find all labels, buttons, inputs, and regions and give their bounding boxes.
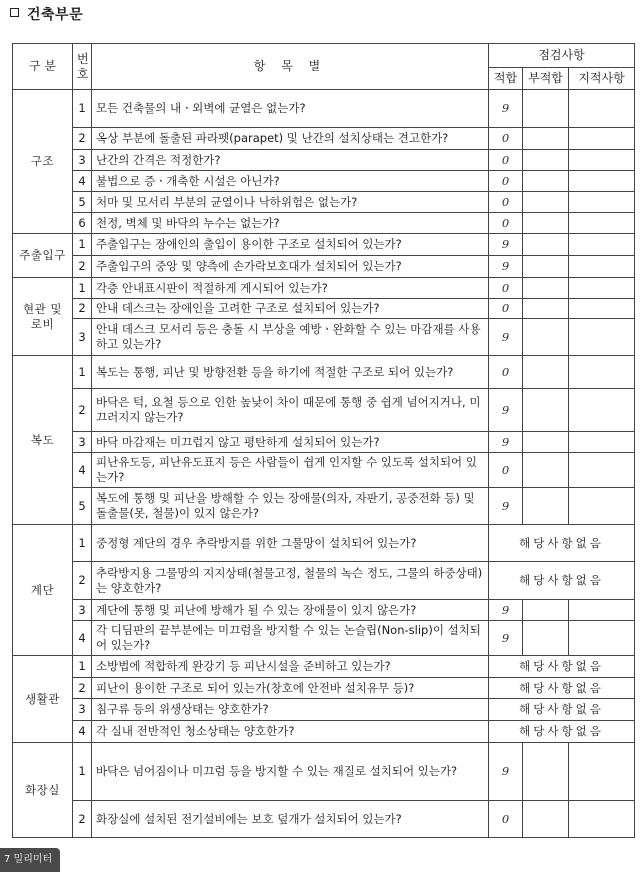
category-cell: 생활관 — [13, 656, 73, 743]
item-number: 3 — [73, 150, 92, 171]
header-suitable: 적합 — [489, 68, 523, 90]
remarks-cell — [569, 213, 635, 234]
item-text: 화장실에 설치된 전기설비에는 보호 덮개가 설치되어 있는가? — [92, 801, 489, 838]
table-row — [13, 453, 635, 488]
item-number: 4 — [73, 453, 92, 488]
table-row — [13, 356, 635, 389]
table-row — [13, 656, 635, 678]
unsuitable-cell — [523, 234, 569, 256]
table-row — [13, 699, 635, 721]
unsuitable-cell — [523, 743, 569, 801]
table-row — [13, 562, 635, 600]
unsuitable-cell — [523, 389, 569, 432]
table-row — [13, 678, 635, 699]
table-row — [13, 299, 635, 319]
remarks-cell — [569, 600, 635, 621]
table-row — [13, 743, 635, 801]
header-number: 번호 — [73, 44, 92, 90]
item-text: 피난이 용이한 구조로 되어 있는가(창호에 안전바 설치유무 등)? — [92, 678, 489, 699]
item-text: 복도에 통행 및 피난을 방해할 수 있는 장애물(의자, 자판기, 공중전화 등) 및 돌출물(못, 철물)이 있지 않은가? — [92, 488, 489, 525]
item-number: 2 — [73, 562, 92, 600]
category-cell: 현관 및 로비 — [13, 278, 73, 356]
category-cell: 계단 — [13, 525, 73, 656]
item-text: 불법으로 증ㆍ개축한 시설은 아닌가? — [92, 171, 489, 192]
item-text: 난간의 간격은 적정한가? — [92, 150, 489, 171]
table-row — [13, 278, 635, 299]
item-text: 바닥 마감재는 미끄럽지 않고 평탄하게 설치되어 있는가? — [92, 432, 489, 453]
item-number: 3 — [73, 600, 92, 621]
unsuitable-cell — [523, 90, 569, 128]
table-row — [13, 256, 635, 278]
header-check: 점검사항 — [489, 44, 635, 68]
table-row — [13, 621, 635, 656]
unsuitable-cell — [523, 171, 569, 192]
suitable-mark: 9 — [489, 256, 523, 278]
item-text: 복도는 통행, 피난 및 방향전환 등을 하기에 적절한 구조로 되어 있는가? — [92, 356, 489, 389]
remarks-cell — [569, 150, 635, 171]
suitable-mark: 0 — [489, 453, 523, 488]
header-items: 항 목 별 — [92, 44, 489, 90]
suitable-mark: 9 — [489, 432, 523, 453]
unsuitable-cell — [523, 256, 569, 278]
unsuitable-cell — [523, 488, 569, 525]
header-unsuitable: 부적합 — [523, 68, 569, 90]
suitable-mark: 0 — [489, 278, 523, 299]
remarks-cell — [569, 90, 635, 128]
table-row — [13, 389, 635, 432]
item-text: 안내 데스크 모서리 등은 충돌 시 부상을 예방ㆍ완화할 수 있는 마감재를 사용하고 있는가? — [92, 319, 489, 356]
item-text: 소방법에 적합하게 완강기 등 피난시설을 준비하고 있는가? — [92, 656, 489, 678]
inspection-checklist-table — [12, 43, 635, 838]
item-text: 중정형 계단의 경우 추락방지를 위한 그물망이 설치되어 있는가? — [92, 525, 489, 562]
remarks-cell — [569, 621, 635, 656]
item-text: 바닥은 턱, 요철 등으로 인한 높낮이 차이 때문에 통행 중 쉽게 넘어지거나, 미끄러지지 않는가? — [92, 389, 489, 432]
item-text: 주출입구의 중앙 및 양측에 손가락보호대가 설치되어 있는가? — [92, 256, 489, 278]
unsuitable-cell — [523, 453, 569, 488]
item-text: 모든 건축물의 내ㆍ외벽에 균열은 없는가? — [92, 90, 489, 128]
item-text: 주출입구는 장애인의 출입이 용이한 구조로 설치되어 있는가? — [92, 234, 489, 256]
not-applicable-cell: 해당사항없음 — [489, 525, 635, 562]
item-text: 추락방지용 그물망의 지지상태(철물고정, 철물의 녹슨 정도, 그물의 하중상태)는 양호한가? — [92, 562, 489, 600]
checklist-body — [13, 90, 635, 838]
item-text: 각 실내 전반적인 청소상태는 양호한가? — [92, 721, 489, 743]
remarks-cell — [569, 256, 635, 278]
item-number: 1 — [73, 743, 92, 801]
remarks-cell — [569, 743, 635, 801]
item-number: 1 — [73, 656, 92, 678]
table-row — [13, 90, 635, 128]
unsuitable-cell — [523, 319, 569, 356]
remarks-cell — [569, 801, 635, 838]
item-text: 침구류 등의 위생상태는 양호한가? — [92, 699, 489, 721]
item-text: 안내 데스크는 장애인을 고려한 구조로 설치되어 있는가? — [92, 299, 489, 319]
suitable-mark: 0 — [489, 171, 523, 192]
square-bullet-icon — [10, 8, 19, 17]
item-text: 바닥은 넘어짐이나 미끄럼 등을 방지할 수 있는 재질로 설치되어 있는가? — [92, 743, 489, 801]
header-category: 구 분 — [13, 44, 73, 90]
item-text: 옥상 부분에 돌출된 파라펫(parapet) 및 난간의 설치상태는 견고한가? — [92, 128, 489, 150]
item-number: 1 — [73, 278, 92, 299]
table-row — [13, 801, 635, 838]
table-row — [13, 319, 635, 356]
remarks-cell — [569, 453, 635, 488]
unsuitable-cell — [523, 356, 569, 389]
unsuitable-cell — [523, 150, 569, 171]
suitable-mark: 0 — [489, 192, 523, 213]
remarks-cell — [569, 278, 635, 299]
item-number: 3 — [73, 319, 92, 356]
suitable-mark: 0 — [489, 213, 523, 234]
table-row — [13, 234, 635, 256]
remarks-cell — [569, 356, 635, 389]
unsuitable-cell — [523, 192, 569, 213]
item-number: 6 — [73, 213, 92, 234]
item-text: 피난유도등, 피난유도표지 등은 사람들이 쉽게 인지할 수 있도록 설치되어 있는가? — [92, 453, 489, 488]
item-number: 5 — [73, 488, 92, 525]
suitable-mark: 9 — [489, 389, 523, 432]
suitable-mark: 0 — [489, 128, 523, 150]
category-cell: 화장실 — [13, 743, 73, 838]
item-number: 1 — [73, 234, 92, 256]
table-row — [13, 213, 635, 234]
remarks-cell — [569, 234, 635, 256]
item-number: 2 — [73, 256, 92, 278]
item-number: 1 — [73, 525, 92, 562]
item-text: 각 디딤판의 끝부분에는 미끄럼을 방지할 수 있는 논슬립(Non-slip)이 설치되어 있는가? — [92, 621, 489, 656]
item-number: 2 — [73, 389, 92, 432]
not-applicable-cell: 해당사항없음 — [489, 721, 635, 743]
section-title-text: 건축부문 — [27, 7, 84, 23]
item-number: 2 — [73, 801, 92, 838]
unsuitable-cell — [523, 621, 569, 656]
unsuitable-cell — [523, 299, 569, 319]
remarks-cell — [569, 488, 635, 525]
table-row — [13, 150, 635, 171]
unsuitable-cell — [523, 128, 569, 150]
item-number: 2 — [73, 678, 92, 699]
not-applicable-cell: 해당사항없음 — [489, 562, 635, 600]
table-row — [13, 600, 635, 621]
suitable-mark: 0 — [489, 801, 523, 838]
suitable-mark: 0 — [489, 299, 523, 319]
header-remarks: 지적사항 — [569, 68, 635, 90]
item-number: 3 — [73, 699, 92, 721]
item-number: 2 — [73, 128, 92, 150]
unsuitable-cell — [523, 432, 569, 453]
not-applicable-cell: 해당사항없음 — [489, 699, 635, 721]
remarks-cell — [569, 432, 635, 453]
table-row — [13, 432, 635, 453]
table-row — [13, 488, 635, 525]
item-text: 각층 안내표시판이 적절하게 게시되어 있는가? — [92, 278, 489, 299]
item-number: 1 — [73, 90, 92, 128]
table-row — [13, 171, 635, 192]
suitable-mark: 9 — [489, 621, 523, 656]
section-title — [10, 4, 83, 24]
category-cell: 주출입구 — [13, 234, 73, 278]
item-number: 1 — [73, 356, 92, 389]
suitable-mark: 0 — [489, 150, 523, 171]
table-row — [13, 128, 635, 150]
remarks-cell — [569, 128, 635, 150]
category-cell: 구조 — [13, 90, 73, 234]
not-applicable-cell: 해당사항없음 — [489, 678, 635, 699]
remarks-cell — [569, 389, 635, 432]
category-cell: 복도 — [13, 356, 73, 525]
item-number: 5 — [73, 192, 92, 213]
item-number: 4 — [73, 721, 92, 743]
item-text: 처마 및 모서리 부분의 균열이나 낙하위험은 없는가? — [92, 192, 489, 213]
item-number: 4 — [73, 171, 92, 192]
suitable-mark: 0 — [489, 356, 523, 389]
suitable-mark: 9 — [489, 234, 523, 256]
suitable-mark: 9 — [489, 488, 523, 525]
suitable-mark: 9 — [489, 743, 523, 801]
remarks-cell — [569, 171, 635, 192]
unsuitable-cell — [523, 278, 569, 299]
item-number: 4 — [73, 621, 92, 656]
remarks-cell — [569, 299, 635, 319]
not-applicable-cell: 해당사항없음 — [489, 656, 635, 678]
item-text: 천정, 벽체 및 바닥의 누수는 없는가? — [92, 213, 489, 234]
suitable-mark: 9 — [489, 600, 523, 621]
scale-tooltip: 7 밀리미터 — [0, 848, 60, 872]
table-row — [13, 192, 635, 213]
unsuitable-cell — [523, 213, 569, 234]
unsuitable-cell — [523, 801, 569, 838]
suitable-mark: 9 — [489, 90, 523, 128]
item-text: 계단에 통행 및 피난에 방해가 될 수 있는 장애물이 있지 않은가? — [92, 600, 489, 621]
remarks-cell — [569, 319, 635, 356]
remarks-cell — [569, 192, 635, 213]
table-row — [13, 721, 635, 743]
item-number: 2 — [73, 299, 92, 319]
item-number: 3 — [73, 432, 92, 453]
table-row — [13, 525, 635, 562]
suitable-mark: 9 — [489, 319, 523, 356]
unsuitable-cell — [523, 600, 569, 621]
